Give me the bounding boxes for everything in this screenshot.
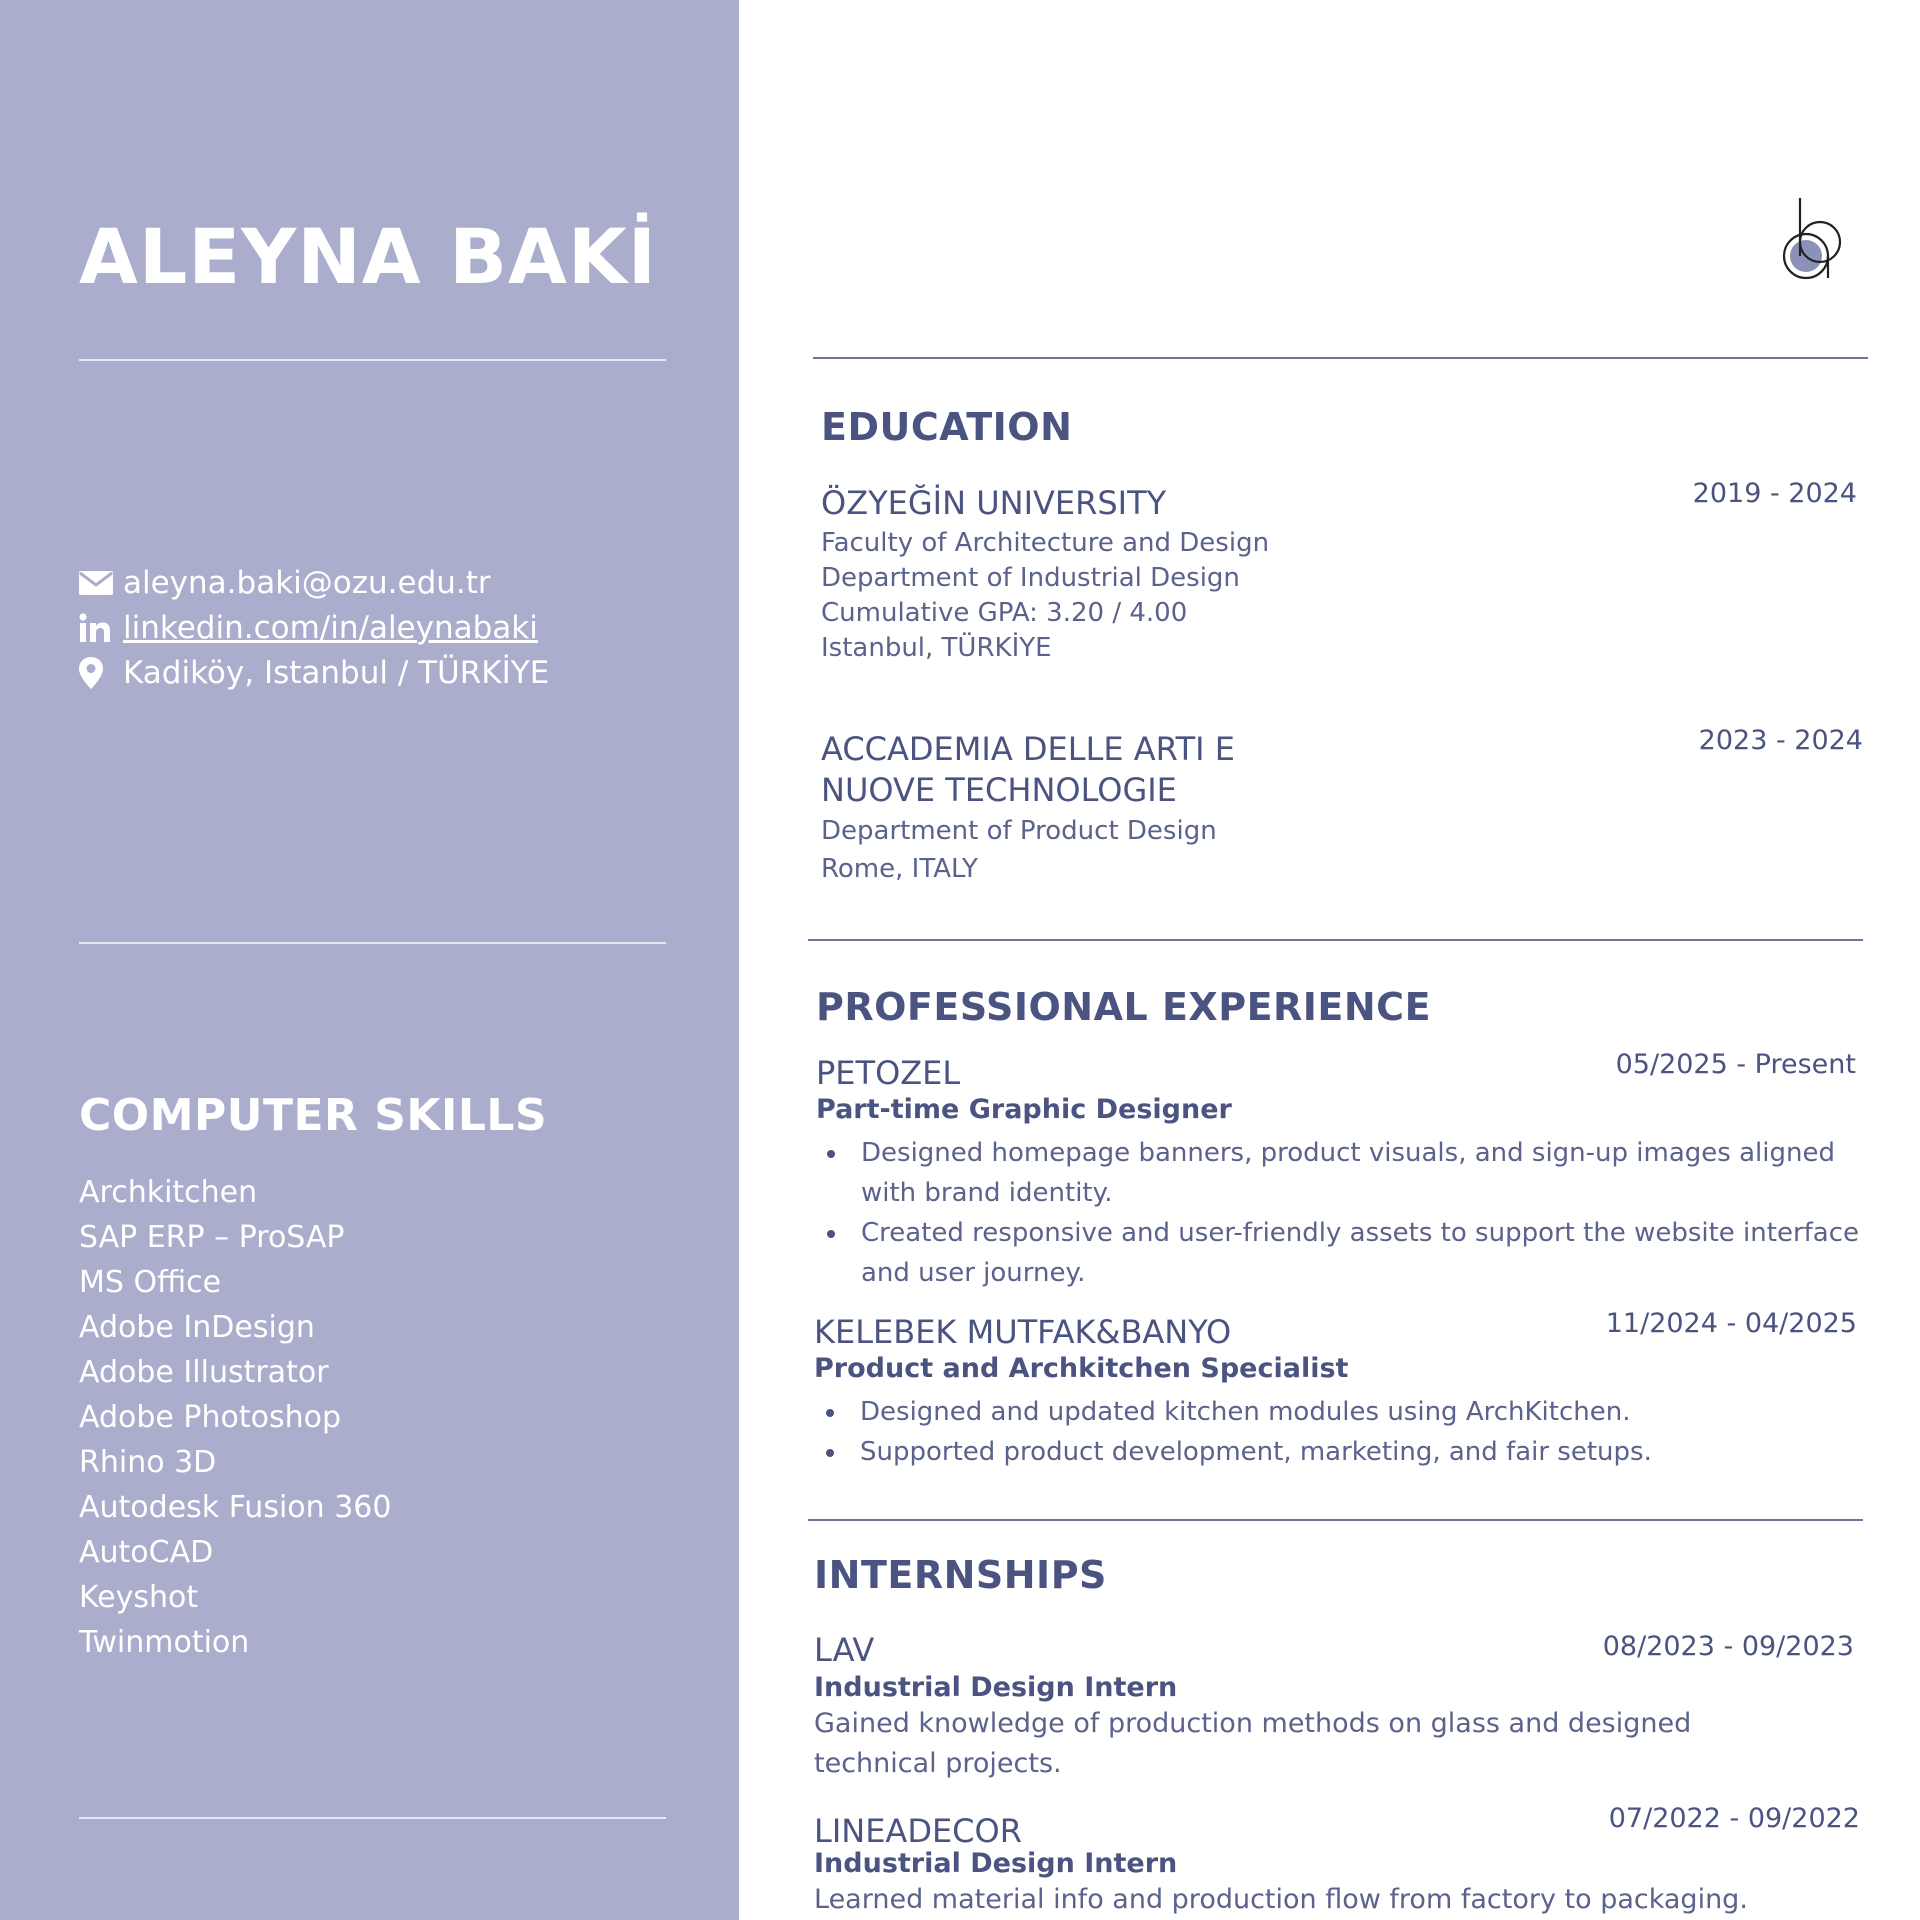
sidebar-divider — [79, 359, 666, 361]
internship-date: 08/2023 - 09/2023 — [1602, 1631, 1854, 1662]
internships-title: INTERNSHIPS — [814, 1553, 1107, 1597]
experience-bullets — [815, 1133, 1895, 1293]
skill-item: MS Office — [79, 1265, 222, 1300]
internship-org: LAV — [814, 1631, 875, 1669]
internship-role: Industrial Design Intern — [814, 1848, 1178, 1879]
bullet-item: Created responsive and user-friendly assets to support the website interface and user journey. — [815, 1213, 1895, 1293]
experience-title: PROFESSIONAL EXPERIENCE — [816, 985, 1432, 1029]
skill-item: AutoCAD — [79, 1535, 214, 1570]
education-detail: Cumulative GPA: 3.20 / 4.00 — [821, 598, 1188, 628]
skill-item: Adobe Photoshop — [79, 1400, 342, 1435]
skill-item: Keyshot — [79, 1580, 199, 1615]
contact-list — [79, 560, 549, 695]
internship-description: Learned material info and production flow from factory to packaging. — [814, 1884, 1748, 1915]
education-org: ÖZYEĞİN UNIVERSITY — [821, 484, 1167, 522]
education-org: NUOVE TECHNOLOGIE — [821, 771, 1177, 809]
education-detail: Rome, ITALY — [821, 854, 978, 884]
linkedin-link[interactable]: linkedin.com/in/aleynabaki — [123, 609, 538, 646]
bullet-item: Supported product development, marketing, and fair setups. — [814, 1432, 1894, 1472]
skill-item: Twinmotion — [79, 1625, 250, 1660]
education-date: 2023 - 2024 — [1698, 725, 1863, 756]
education-detail: Istanbul, TÜRKİYE — [821, 633, 1052, 663]
location-pin-icon — [79, 657, 123, 689]
education-detail: Department of Industrial Design — [821, 563, 1240, 593]
linkedin-icon — [79, 613, 123, 643]
ab-monogram-logo — [1778, 198, 1848, 282]
skill-item: Archkitchen — [79, 1175, 258, 1210]
experience-date: 05/2025 - Present — [1615, 1049, 1856, 1080]
bullet-item: Designed homepage banners, product visuals, and sign-up images aligned with brand identity. — [815, 1133, 1895, 1213]
envelope-icon — [79, 571, 123, 595]
skills-list — [79, 1170, 391, 1665]
education-title: EDUCATION — [821, 405, 1073, 449]
person-name: ALEYNA BAKİ — [79, 212, 657, 301]
skill-item: SAP ERP – ProSAP — [79, 1220, 345, 1255]
section-divider — [808, 939, 1863, 941]
education-detail: Department of Product Design — [821, 816, 1217, 846]
experience-role: Product and Archkitchen Specialist — [814, 1353, 1349, 1384]
experience-role: Part-time Graphic Designer — [816, 1094, 1232, 1125]
section-divider — [808, 1519, 1863, 1521]
sidebar-divider — [79, 942, 666, 944]
skill-item: Adobe InDesign — [79, 1310, 315, 1345]
bullet-item: Designed and updated kitchen modules using ArchKitchen. — [814, 1392, 1894, 1432]
experience-date: 11/2024 - 04/2025 — [1605, 1308, 1857, 1339]
skill-item: Autodesk Fusion 360 — [79, 1490, 392, 1525]
experience-bullets — [814, 1392, 1894, 1472]
contact-location — [79, 650, 549, 695]
skill-item: Rhino 3D — [79, 1445, 217, 1480]
contact-linkedin[interactable] — [79, 605, 549, 650]
experience-org: KELEBEK MUTFAK&BANYO — [814, 1313, 1232, 1351]
sidebar-divider — [79, 1817, 666, 1819]
education-date: 2019 - 2024 — [1692, 478, 1857, 509]
location-text: Kadiköy, Istanbul / TÜRKİYE — [123, 654, 550, 691]
sidebar — [0, 0, 739, 1920]
contact-email[interactable] — [79, 560, 549, 605]
internship-description: Gained knowledge of production methods on glass and designed technical projects. — [814, 1708, 1692, 1779]
education-org: ACCADEMIA DELLE ARTI E — [821, 730, 1235, 768]
skill-item: Adobe Illustrator — [79, 1355, 329, 1390]
email-text: aleyna.baki@ozu.edu.tr — [123, 564, 491, 601]
education-detail: Faculty of Architecture and Design — [821, 528, 1270, 558]
internship-role: Industrial Design Intern — [814, 1672, 1178, 1703]
skills-title: COMPUTER SKILLS — [79, 1090, 548, 1141]
experience-org: PETOZEL — [816, 1054, 961, 1092]
internship-date: 07/2022 - 09/2022 — [1608, 1803, 1860, 1834]
internship-org: LINEADECOR — [814, 1812, 1022, 1850]
section-divider — [813, 357, 1868, 359]
